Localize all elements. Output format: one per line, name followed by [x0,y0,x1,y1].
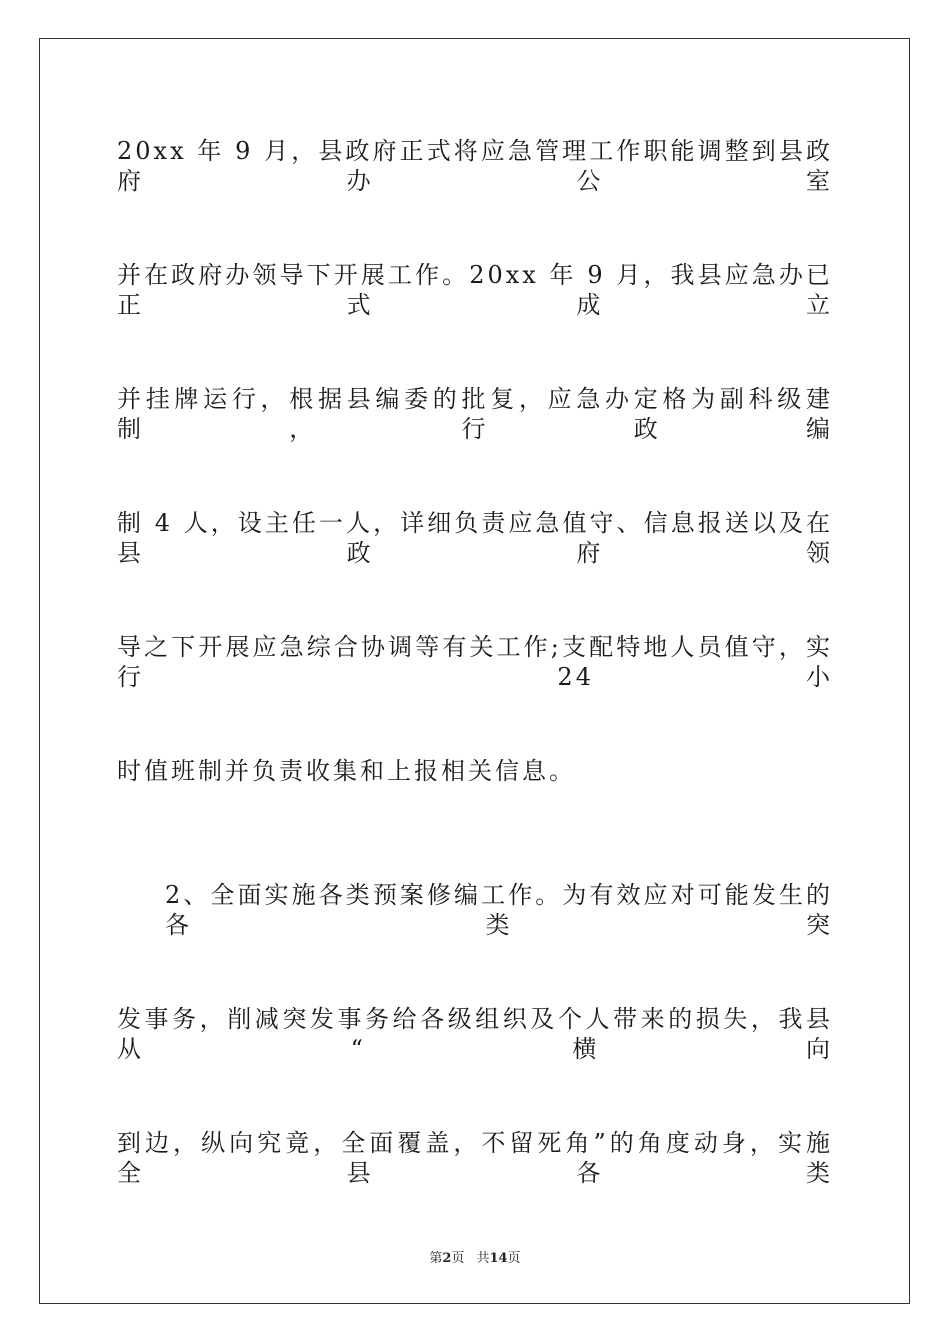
footer-total-pages: 14 [489,1251,508,1266]
footer-page-suffix: 页 [451,1251,465,1266]
footer-page-prefix: 第 [429,1251,443,1266]
body-text-line-2: 并在政府办领导下开展工作。20xx 年 9 月，我县应急办已正式成立 [117,261,833,319]
footer-total-suffix: 页 [507,1251,521,1266]
body-text-line-4: 制 4 人，设主任一人，详细负责应急值守、信息报送以及在县政府领 [117,509,833,567]
footer-total-prefix: 共 [476,1251,490,1266]
paragraph-2-first-line: 2、全面实施各类预案修编工作。为有效应对可能发生的各类突 [165,881,833,939]
body-text-line-8: 发事务，削减突发事务给各级组织及个人带来的损失，我县从“横向 [117,1005,833,1063]
page-footer [0,1251,950,1267]
body-text-line-6: 时值班制并负责收集和上报相关信息。 [117,757,576,785]
body-text-line-5: 导之下开展应急综合协调等有关工作;支配特地人员值守，实行 24 小 [117,633,833,691]
body-text-line-1: 20xx 年 9 月，县政府正式将应急管理工作职能调整到县政府办公室 [117,137,833,195]
body-text-line-9: 到边，纵向究竟，全面覆盖，不留死角”的角度动身，实施全县各类 [117,1129,833,1187]
footer-page-number: 2 [442,1251,452,1266]
body-text-line-3: 并挂牌运行，根据县编委的批复，应急办定格为副科级建制，行政编 [117,385,833,443]
